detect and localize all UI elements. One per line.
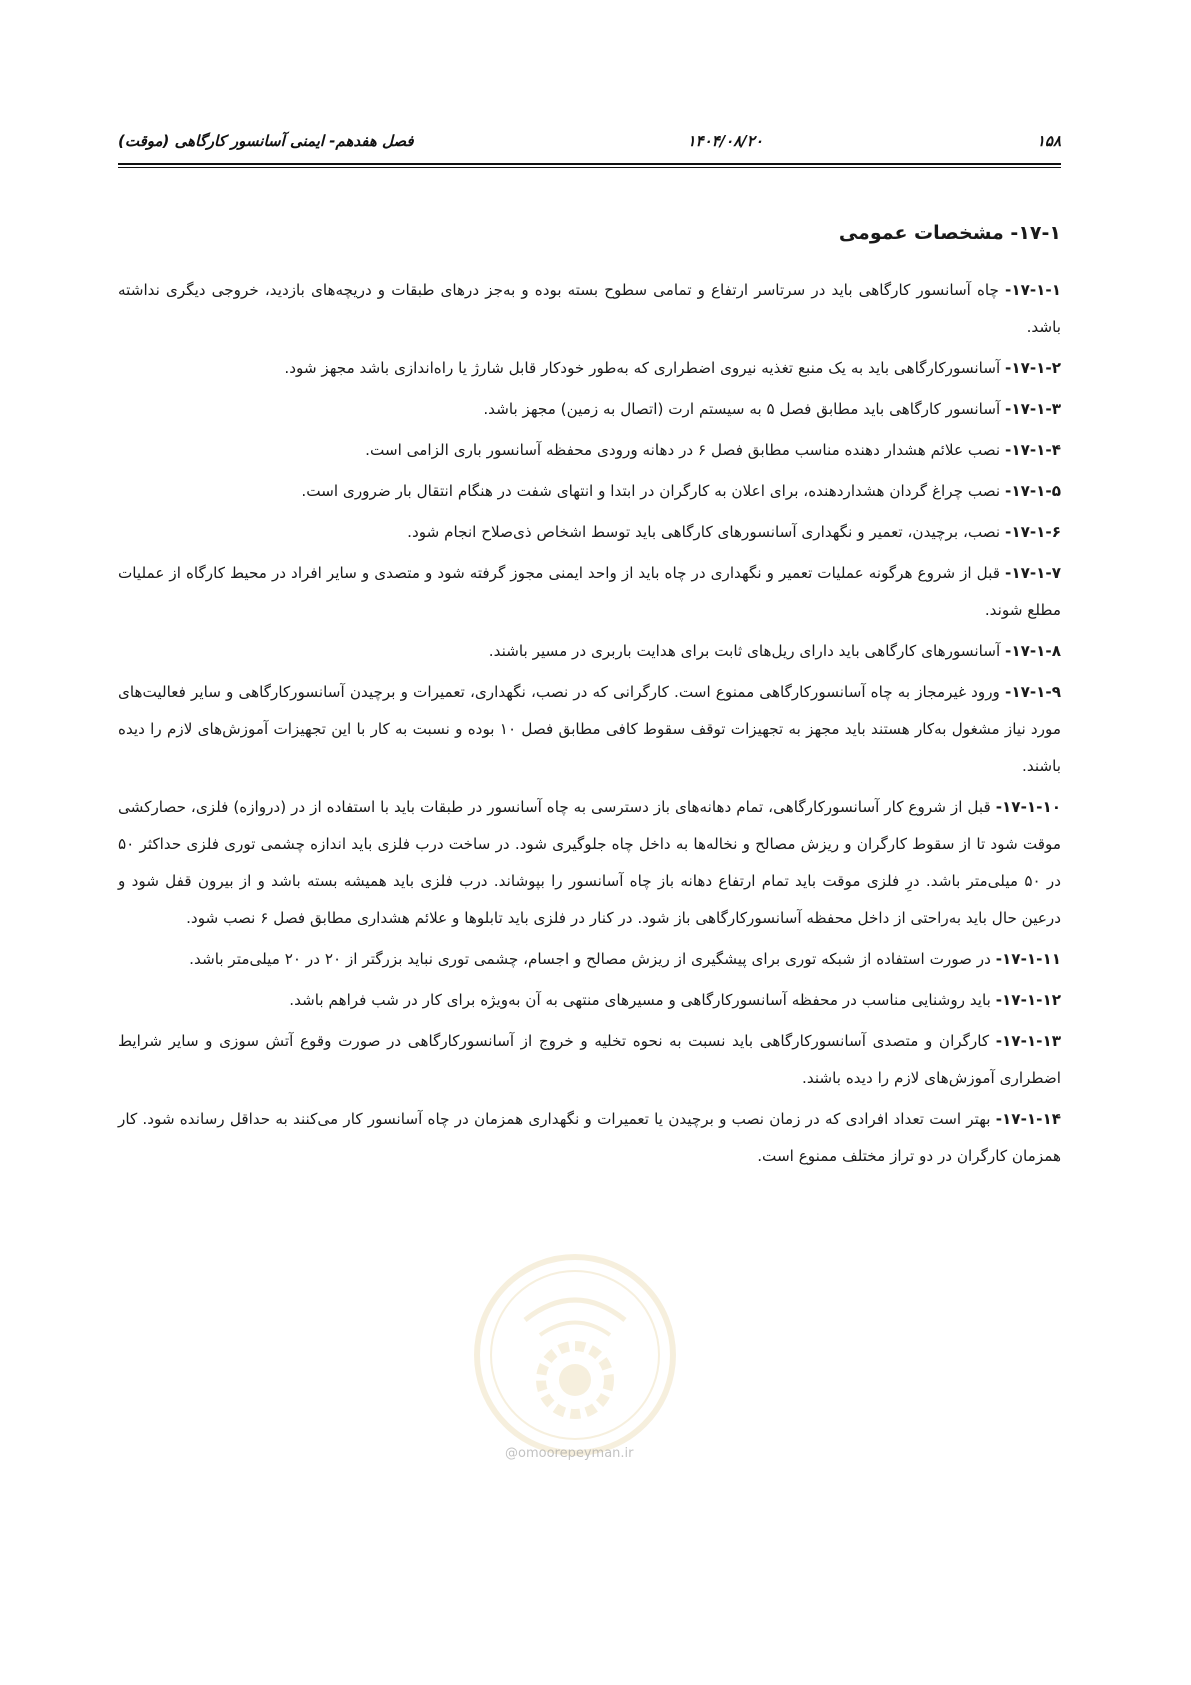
paragraph-2 — [118, 350, 1061, 387]
header-date: ۱۴۰۴/۰۸/۲۰ — [687, 132, 763, 150]
page-header — [118, 126, 1061, 156]
paragraph-text: نصب چراغ گردان هشداردهنده، برای اعلان به کارگران در ابتدا و انتهای شفت در هنگام انتقال بار ضروری است. — [301, 482, 1005, 500]
paragraph-1 — [118, 272, 1061, 346]
paragraph-14 — [118, 1101, 1061, 1175]
paragraph-number: ۱۷-۱-۱۱- — [995, 950, 1061, 968]
paragraph-number: ۱۷-۱-۶- — [1005, 523, 1061, 541]
paragraph-text: آسانسور کارگاهی باید مطابق فصل ۵ به سیستم ارت (اتصال به زمین) مجهز باشد. — [483, 400, 1005, 418]
paragraph-text: چاه آسانسور کارگاهی باید در سرتاسر ارتفاع و تمامی سطوح بسته بوده و به‌جز درهای طبقات و دریچه‌های بازدید، خروجی دیگری نداشته باشد. — [118, 281, 1061, 336]
header-rule-thin — [118, 167, 1061, 168]
paragraph-text: باید روشنایی مناسب در محفظه آسانسورکارگاهی و مسیرهای منتهی به آن به‌ویژه برای کار در شب فراهم باشد. — [289, 991, 996, 1009]
paragraph-text: نصب علائم هشدار دهنده مناسب مطابق فصل ۶ در دهانه ورودی محفظه آسانسور باری الزامی است. — [365, 441, 1005, 459]
paragraph-number: ۱۷-۱-۱۲- — [995, 991, 1061, 1009]
paragraph-10 — [118, 789, 1061, 937]
paragraph-number: ۱۷-۱-۷- — [1005, 564, 1061, 582]
watermark-text: @omoorepeyman.ir — [505, 1446, 634, 1461]
paragraph-number: ۱۷-۱-۱۳- — [995, 1032, 1061, 1050]
paragraph-number: ۱۷-۱-۹- — [1005, 683, 1061, 701]
paragraph-number: ۱۷-۱-۵- — [1005, 482, 1061, 500]
paragraph-13 — [118, 1023, 1061, 1097]
paragraph-text: نصب، برچیدن، تعمیر و نگهداری آسانسورهای کارگاهی باید توسط اشخاص ذی‌صلاح انجام شود. — [407, 523, 1005, 541]
paragraph-8 — [118, 633, 1061, 670]
paragraph-5 — [118, 473, 1061, 510]
paragraph-number: ۱۷-۱-۸- — [1005, 642, 1061, 660]
paragraph-text: بهتر است تعداد افرادی که در زمان نصب و برچیدن یا تعمیرات و نگهداری همزمان در چاه آسانسور کار می‌کنند به حداقل رسانده شود. کار همزمان کارگران در دو تراز مختلف ممنوع است. — [118, 1110, 1061, 1165]
paragraph-text: قبل از شروع هرگونه عملیات تعمیر و نگهداری در چاه باید از واحد ایمنی مجوز گرفته شود و متصدی و سایر افراد در محیط کارگاه از عملیات مطلع شوند. — [118, 564, 1061, 619]
paragraph-12 — [118, 982, 1061, 1019]
paragraph-number: ۱۷-۱-۱۴- — [995, 1110, 1061, 1128]
paragraph-text: قبل از شروع کار آسانسورکارگاهی، تمام دهانه‌های باز دسترسی به چاه آسانسور در طبقات باید با استفاده از در (دروازه) فلزی، حصارکشی موقت شود تا از سقوط کارگران و ریزش مصالح و نخاله‌ها به داخل چاه جلوگیری شود. در ساخت درب فلزی باید اندازه چشمی توری فلزی حداکثر ۵۰ در ۵۰ میلی‌متر باشد. درِ فلزی موقت باید تمام ارتفاع دهانه باز چاه آسانسور را بپوشاند. درب فلزی باید همیشه بسته باشد و از بیرون قفل شود و درعین حال باید به‌راحتی از داخل محفظه آسانسورکارگاهی باز شود. در کنار در فلزی باید تابلوها و علائم هشداری مطابق فصل ۶ نصب شود. — [118, 798, 1061, 927]
paragraph-4 — [118, 432, 1061, 469]
paragraph-9 — [118, 674, 1061, 785]
paragraph-3 — [118, 391, 1061, 428]
paragraph-number: ۱۷-۱-۱۰- — [995, 798, 1061, 816]
page-content — [118, 218, 1061, 1179]
paragraph-6 — [118, 514, 1061, 551]
section-title: ۱۷-۱- مشخصات عمومی — [838, 222, 1061, 244]
paragraph-text: آسانسورکارگاهی باید به یک منبع تغذیه نیروی اضطراری که به‌طور خودکار قابل شارژ یا راه‌اندازی باشد مجهز شود. — [284, 359, 1005, 377]
chapter-title: فصل هفدهم- ایمنی آسانسور کارگاهی (موقت) — [118, 132, 414, 150]
paragraph-number: ۱۷-۱-۴- — [1005, 441, 1061, 459]
paragraph-number: ۱۷-۱-۳- — [1005, 400, 1061, 418]
paragraph-number: ۱۷-۱-۱- — [1005, 281, 1061, 299]
header-rule — [118, 163, 1061, 165]
paragraph-text: آسانسورهای کارگاهی باید دارای ریل‌های ثابت برای هدایت باربری در مسیر باشند. — [488, 642, 1005, 660]
paragraph-text: کارگران و متصدی آسانسورکارگاهی باید نسبت به نحوه تخلیه و خروج از آسانسورکارگاهی در صورت وقوع آتش سوزی و سایر شرایط اضطراری آموزش‌های لازم را دیده باشند. — [118, 1032, 1061, 1087]
paragraph-text: ورود غیرمجاز به چاه آسانسورکارگاهی ممنوع است. کارگرانی که در نصب، نگهداری، تعمیرات و برچیدن آسانسورکارگاهی و سایر فعالیت‌های مورد نیاز مشغول به‌کار هستند باید مجهز به تجهیزات توقف سقوط کافی مطابق فصل ۱۰ بوده و نسبت به کار با این تجهیزات آموزش‌های لازم را دیده باشند. — [118, 683, 1061, 775]
paragraph-text: در صورت استفاده از شبکه توری برای پیشگیری از ریزش مصالح و اجسام، چشمی توری نباید بزرگتر از ۲۰ در ۲۰ میلی‌متر باشد. — [189, 950, 996, 968]
paragraph-7 — [118, 555, 1061, 629]
watermark-logo-icon — [470, 1250, 680, 1460]
page-number: ۱۵۸ — [1036, 132, 1061, 150]
paragraph-11 — [118, 941, 1061, 978]
paragraph-number: ۱۷-۱-۲- — [1005, 359, 1061, 377]
